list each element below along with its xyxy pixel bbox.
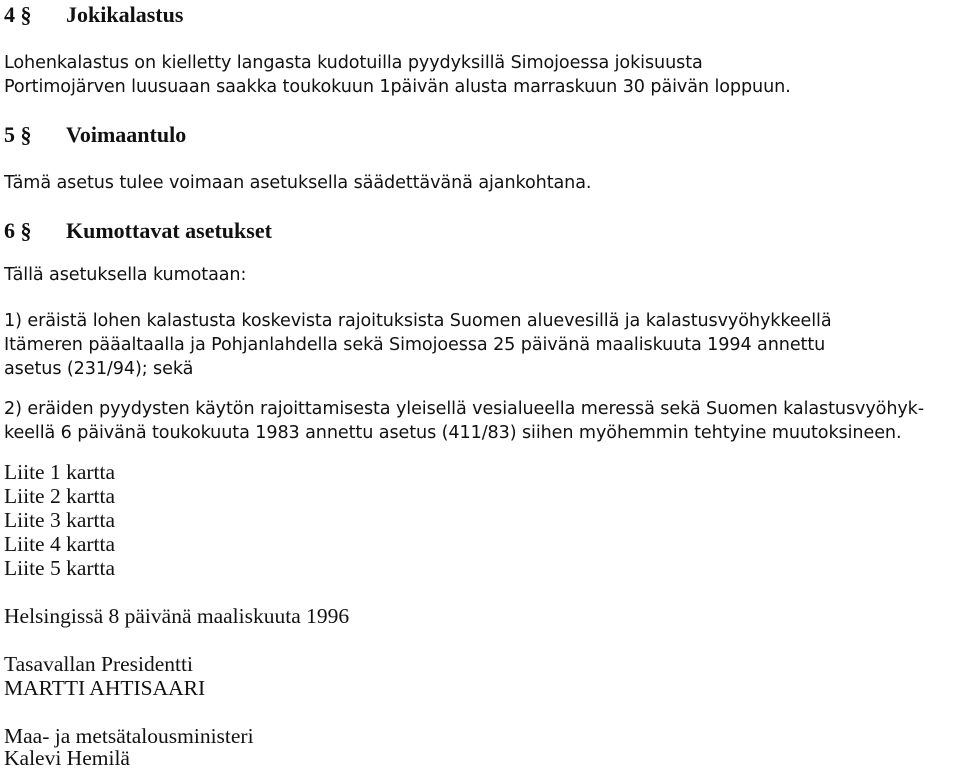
- section-6-title: Kumottavat asetukset: [66, 218, 272, 243]
- section-4-text-line-1: Lohenkalastus on kielletty langasta kudotuilla pyydyksillä Simojoessa jokisuusta: [4, 53, 703, 73]
- minister-name: Kalevi Hemilä: [4, 746, 130, 770]
- section-4-heading: [4, 2, 183, 28]
- president-name: MARTTI AHTISAARI: [4, 676, 206, 700]
- section-4-number: 4 §: [4, 2, 32, 27]
- president-title: Tasavallan Presidentti: [4, 652, 193, 676]
- section-5-heading: [4, 122, 186, 148]
- section-6-item-1-line-1: 1) eräistä lohen kalastusta koskevista rajoituksista Suomen aluevesillä ja kalastusvyöhykkeellä: [4, 311, 832, 331]
- section-4-title: Jokikalastus: [66, 2, 184, 27]
- section-6-intro: Tällä asetuksella kumotaan:: [4, 265, 247, 285]
- section-5-title: Voimaantulo: [66, 122, 187, 147]
- section-6-item-2-line-1: 2) eräiden pyydysten käytön rajoittamisesta yleisellä vesialueella meressä sekä Suomen kalastusvyöhyk-: [4, 399, 925, 419]
- appendix-5: Liite 5 kartta: [4, 556, 116, 580]
- section-5-number: 5 §: [4, 122, 32, 147]
- section-6-item-1-line-2: Itämeren pääaltaalla ja Pohjanlahdella sekä Simojoessa 25 päivänä maaliskuuta 1994 annettu: [4, 335, 826, 355]
- place-date: Helsingissä 8 päivänä maaliskuuta 1996: [4, 604, 350, 628]
- section-6-heading: [4, 218, 272, 244]
- appendix-2: Liite 2 kartta: [4, 484, 116, 508]
- appendix-1: Liite 1 kartta: [4, 460, 116, 484]
- appendix-4: Liite 4 kartta: [4, 532, 116, 556]
- section-5-text-line-1: Tämä asetus tulee voimaan asetuksella säädettävänä ajankohtana.: [4, 173, 592, 193]
- section-6-number: 6 §: [4, 218, 32, 243]
- minister-title: Maa- ja metsätalousministeri: [4, 724, 254, 748]
- section-6-item-1-line-3: asetus (231/94); sekä: [4, 359, 194, 379]
- section-4-text-line-2: Portimojärven luusuaan saakka toukokuun 1päivän alusta marraskuun 30 päivän loppuun.: [4, 77, 791, 97]
- appendix-3: Liite 3 kartta: [4, 508, 116, 532]
- section-6-item-2-line-2: keellä 6 päivänä toukokuuta 1983 annettu asetus (411/83) siihen myöhemmin tehtyine muutoksineen.: [4, 423, 902, 443]
